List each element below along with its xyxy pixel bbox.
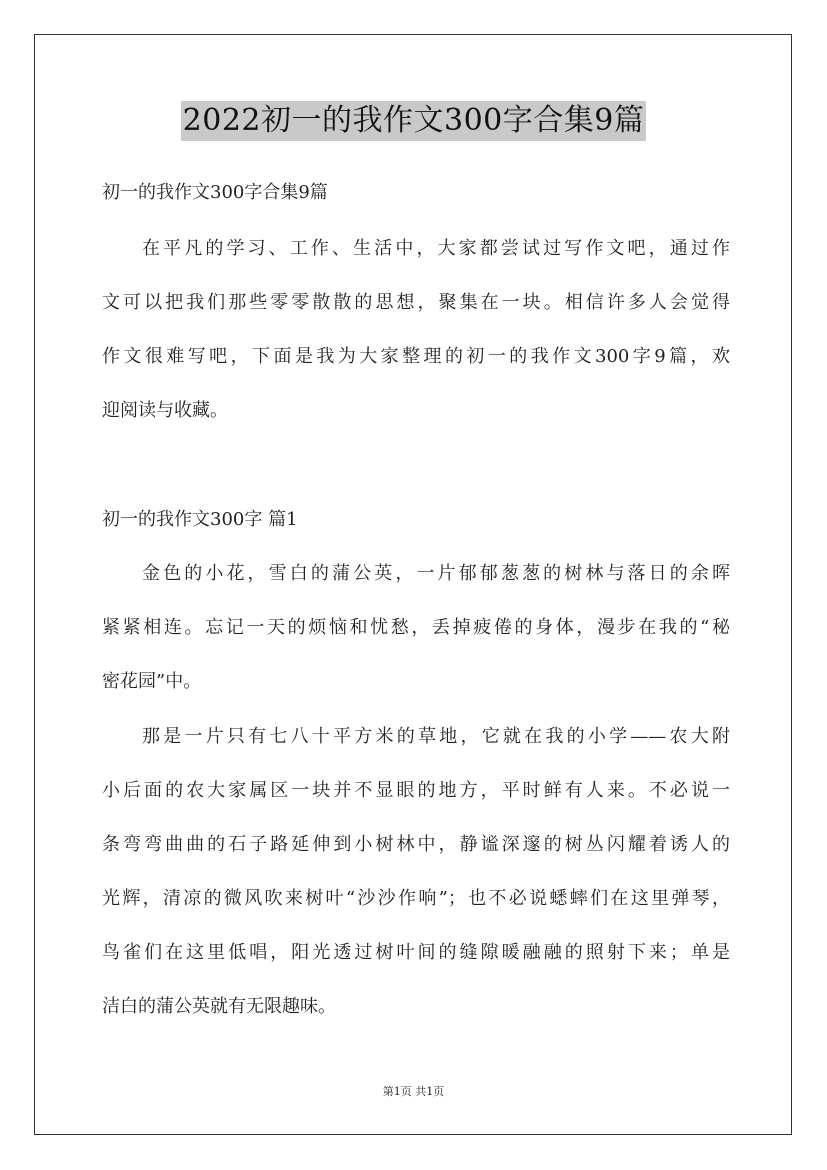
intro-line: 在平凡的学习、工作、生活中，大家都尝试过写作文吧，通过作 xyxy=(142,238,730,259)
document-title: 2022初一的我作文300字合集9篇 xyxy=(181,101,647,141)
page-number: 第1页 共1页 xyxy=(382,1085,445,1098)
paragraph-line: 洁白的蒲公英就有无限趣味。 xyxy=(102,996,336,1017)
paragraph-line: 那是一片只有七八十平方米的草地，它就在我的小学——农大附 xyxy=(142,726,730,747)
paragraph-line: 紧紧相连。忘记一天的烦恼和忧愁，丢掉疲倦的身体，漫步在我的“秘 xyxy=(102,617,730,638)
intro-line: 迎阅读与收藏。 xyxy=(102,400,228,421)
paragraph-line: 金色的小花，雪白的蒲公英，一片郁郁葱葱的树林与落日的余晖 xyxy=(142,563,730,584)
subtitle: 初一的我作文300字合集9篇 xyxy=(102,182,328,203)
essay-heading: 初一的我作文300字 篇1 xyxy=(102,509,298,530)
intro-line: 作文很难写吧，下面是我为大家整理的初一的我作文300字9篇，欢 xyxy=(102,346,730,367)
intro-line: 文可以把我们那些零零散散的思想，聚集在一块。相信许多人会觉得 xyxy=(102,292,730,313)
paragraph-line: 光辉，清凉的微风吹来树叶“沙沙作响”；也不必说蟋蟀们在这里弹琴， xyxy=(102,888,730,909)
paragraph-line: 条弯弯曲曲的石子路延伸到小树林中，静谧深邃的树丛闪耀着诱人的 xyxy=(102,834,730,855)
paragraph-line: 鸟雀们在这里低唱，阳光透过树叶间的缝隙暖融融的照射下来；单是 xyxy=(102,942,730,963)
paragraph-line: 小后面的农大家属区一块并不显眼的地方，平时鲜有人来。不必说一 xyxy=(102,780,730,801)
paragraph-line: 密花园”中。 xyxy=(102,671,202,692)
title-container xyxy=(0,101,827,141)
